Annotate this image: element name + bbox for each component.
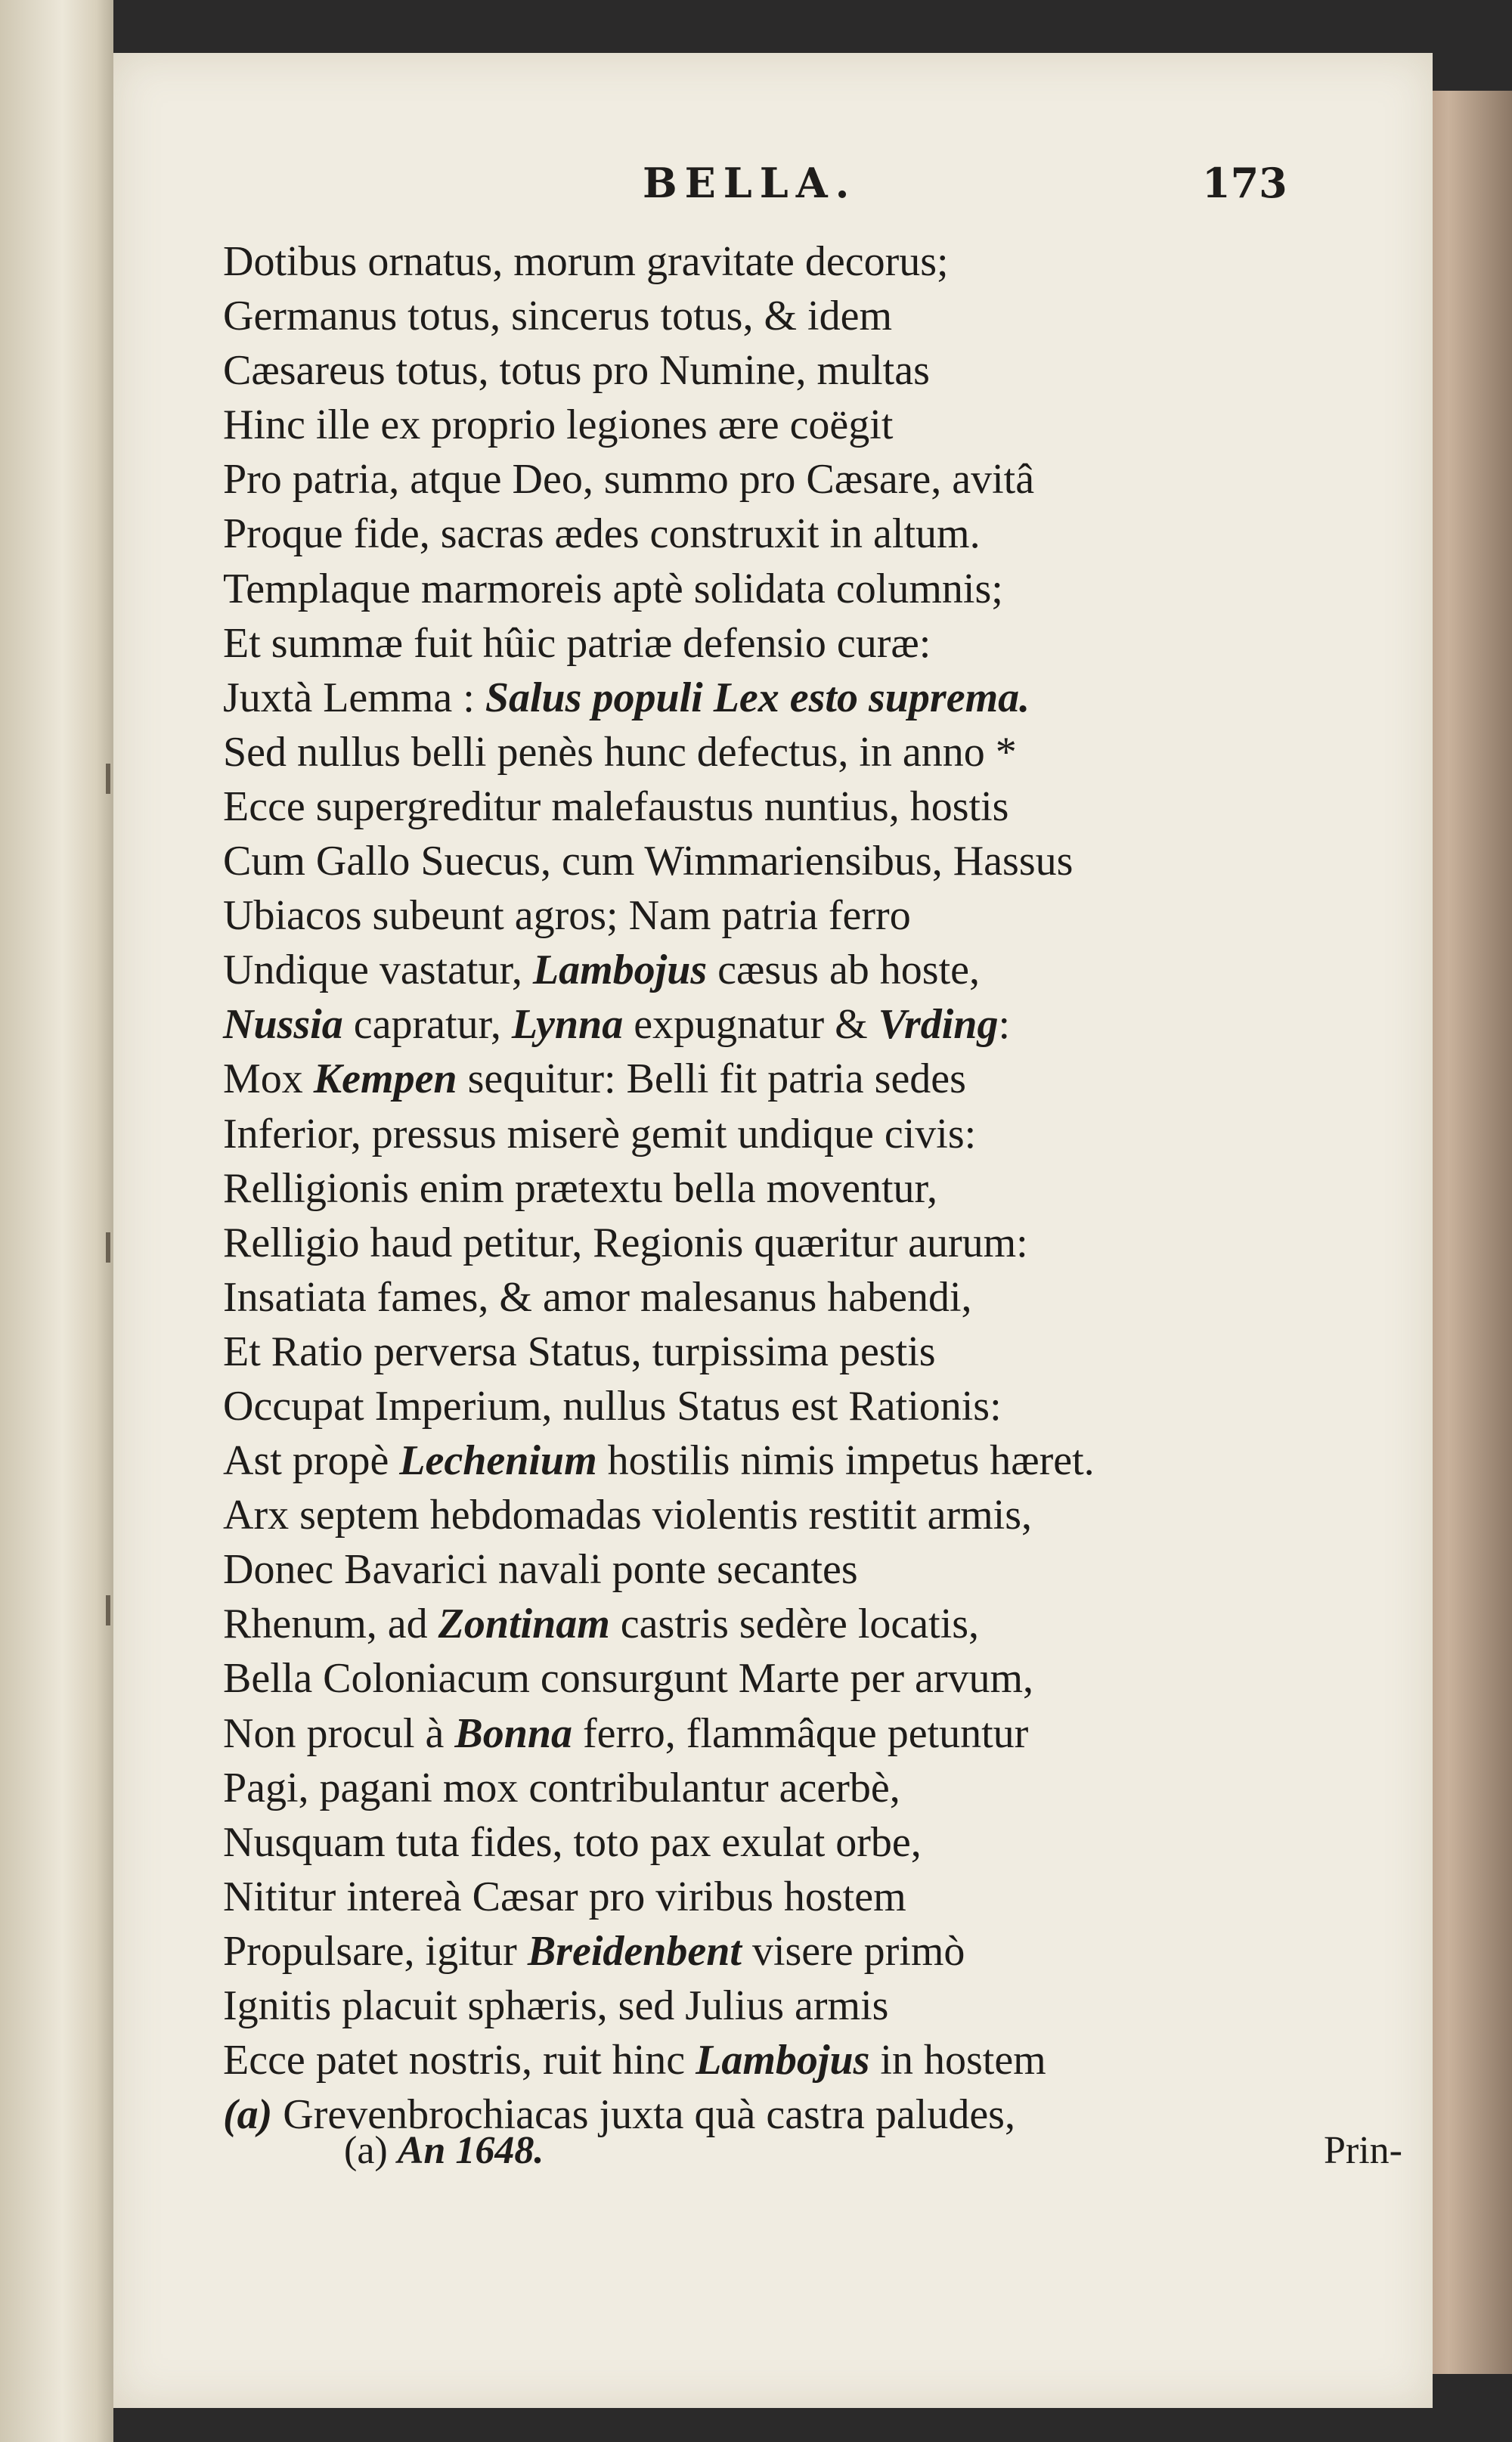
- verse-line: [223, 452, 1402, 507]
- italic-name: Zontinam: [438, 1601, 610, 1648]
- line-text: Inferior, pressus miserè gemit undique civis:: [223, 1110, 977, 1157]
- verse-line: [223, 1488, 1402, 1542]
- verse-line: [223, 2033, 1402, 2087]
- catchword: Prin-: [1324, 2129, 1402, 2172]
- line-text: Pro patria, atque Deo, summo pro Cæsare, avitâ: [223, 456, 1035, 504]
- verse-line: [223, 398, 1402, 452]
- line-text: Et Ratio perversa Status, turpissima pestis: [223, 1328, 936, 1375]
- italic-name: Nussia: [223, 1001, 343, 1049]
- italic-name: Lynna: [511, 1001, 624, 1049]
- line-text: Hinc ille ex proprio legiones ære coëgit: [223, 401, 894, 449]
- verse-line: [223, 1325, 1402, 1379]
- line-text: expugnatur &: [623, 1001, 878, 1049]
- verse-line: [223, 1052, 1402, 1106]
- verse-text-block: [223, 234, 1402, 2142]
- book-page: [113, 53, 1433, 2408]
- italic-name: Breidenbent: [527, 1927, 742, 1975]
- italic-name: Lambojus: [696, 2037, 870, 2084]
- line-text: Ecce supergreditur malefaustus nuntius, hostis: [223, 782, 1009, 830]
- verse-line: [223, 507, 1402, 561]
- line-text: Ubiacos subeunt agros; Nam patria ferro: [223, 892, 911, 940]
- page-footer: [223, 2128, 1402, 2189]
- verse-line: [223, 1761, 1402, 1815]
- verse-line: [223, 725, 1402, 779]
- line-text: Et summæ fuit hûic patriæ defensio curæ:: [223, 619, 931, 667]
- running-title: BELLA.: [643, 159, 857, 207]
- line-text: Templaque marmoreis aptè solidata columnis;: [223, 565, 1003, 612]
- italic-name: (a): [223, 2091, 273, 2139]
- verse-line: [223, 1107, 1402, 1161]
- margin-mark: [106, 1232, 110, 1263]
- verse-line: [223, 1706, 1402, 1761]
- verse-line: [223, 997, 1402, 1052]
- verse-line: [223, 343, 1402, 398]
- line-text: ferro, flammâque petuntur: [572, 1709, 1029, 1757]
- italic-name: Kempen: [313, 1055, 457, 1103]
- page-header: [113, 159, 1433, 227]
- line-text: in hostem: [869, 2037, 1046, 2084]
- verse-line: [223, 1870, 1402, 1924]
- line-text: Cum Gallo Suecus, cum Wimmariensibus, Hassus: [223, 838, 1074, 885]
- line-text: cæsus ab hoste,: [707, 947, 981, 994]
- verse-line: [223, 1542, 1402, 1597]
- verse-line: [223, 1597, 1402, 1651]
- line-text: Relligio haud petitur, Regionis quæritur aurum:: [223, 1219, 1028, 1266]
- verse-line: [223, 779, 1402, 834]
- verse-line: [223, 234, 1402, 289]
- line-text: Donec Bavarici navali ponte secantes: [223, 1546, 858, 1594]
- verse-line: [223, 834, 1402, 888]
- line-text: Arx septem hebdomadas violentis restitit armis,: [223, 1492, 1033, 1539]
- line-text: Cæsareus totus, totus pro Numine, multas: [223, 347, 930, 395]
- line-text: Occupat Imperium, nullus Status est Rationis:: [223, 1382, 1002, 1430]
- verse-line: [223, 1651, 1402, 1706]
- line-text: Proque fide, sacras ædes construxit in altum.: [223, 510, 981, 558]
- line-text: Nusquam tuta fides, toto pax exulat orbe,: [223, 1818, 922, 1866]
- verse-line: [223, 616, 1402, 671]
- line-text: Undique vastatur,: [223, 947, 533, 994]
- line-text: Pagi, pagani mox contribulantur acerbè,: [223, 1764, 900, 1811]
- line-text: capratur,: [342, 1001, 512, 1049]
- line-text: Ast propè: [223, 1437, 400, 1485]
- page-number: 173: [1202, 159, 1287, 207]
- line-text: Sed nullus belli penès hunc defectus, in anno *: [223, 728, 1017, 776]
- line-text: Propulsare, igitur: [223, 1927, 528, 1975]
- footnote-mark: (a): [344, 2129, 398, 2172]
- line-text: Dotibus ornatus, morum gravitate decorus;: [223, 238, 949, 285]
- footnote: [344, 2128, 544, 2173]
- line-text: Ignitis placuit sphæris, sed Julius armis: [223, 1982, 889, 2029]
- line-text: Grevenbrochiacas juxta quà castra paludes,: [272, 2091, 1015, 2139]
- verse-line: [223, 1216, 1402, 1270]
- margin-mark: [106, 764, 110, 794]
- verse-line: [223, 888, 1402, 943]
- margin-mark: [106, 1595, 110, 1625]
- verse-line: [223, 1924, 1402, 1979]
- verse-line: [223, 1270, 1402, 1325]
- verse-line: [223, 1161, 1402, 1216]
- italic-name: Vrding: [878, 1001, 999, 1049]
- verse-line: [223, 943, 1402, 997]
- line-text: Bella Coloniacum consurgunt Marte per arvum,: [223, 1655, 1034, 1703]
- book-binding-left: [0, 0, 113, 2442]
- italic-name: Bonna: [454, 1709, 572, 1757]
- line-text: Ecce patet nostris, ruit hinc: [223, 2037, 696, 2084]
- line-text: Germanus totus, sincerus totus, & idem: [223, 293, 893, 340]
- line-text: Rhenum, ad: [223, 1601, 438, 1648]
- verse-line: [223, 671, 1402, 725]
- line-text: Nititur intereà Cæsar pro viribus hostem: [223, 1873, 906, 1920]
- line-text: Non procul à: [223, 1709, 455, 1757]
- line-text: Juxtà Lemma :: [223, 674, 485, 721]
- italic-name: Lambojus: [532, 947, 708, 994]
- line-text: Mox: [223, 1055, 314, 1103]
- line-text: castris sedère locatis,: [609, 1601, 980, 1648]
- verse-line: [223, 1815, 1402, 1870]
- italic-name: Salus populi Lex esto suprema.: [485, 674, 1030, 721]
- line-text: Relligionis enim prætextu bella moventur,: [223, 1164, 937, 1212]
- line-text: visere primò: [741, 1927, 965, 1975]
- line-text: :: [998, 1001, 1011, 1049]
- line-text: sequitur: Belli fit patria sedes: [457, 1055, 966, 1103]
- verse-line: [223, 1379, 1402, 1433]
- verse-line: [223, 1979, 1402, 2033]
- footnote-text: An 1648.: [397, 2129, 544, 2172]
- verse-line: [223, 562, 1402, 616]
- verse-line: [223, 1433, 1402, 1488]
- italic-name: Lechenium: [399, 1437, 597, 1485]
- line-text: Insatiata fames, & amor malesanus habendi,: [223, 1273, 972, 1321]
- verse-line: [223, 289, 1402, 343]
- line-text: hostilis nimis impetus hæret.: [596, 1437, 1095, 1485]
